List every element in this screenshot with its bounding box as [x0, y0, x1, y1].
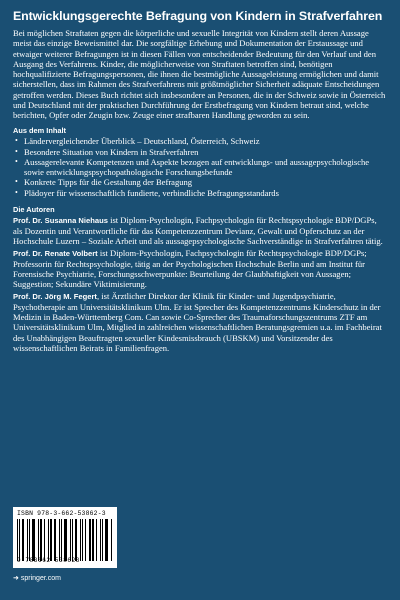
- author-bio: , ist Ärztlicher Direktor der Klinik für Kinder- und Jugendpsychiatrie, Psychotherapie am Universitätsklinikum Ulm. Er ist Sprecher des Kompetenzzentrums Kinderschutz in der Medizin in Baden-Württemberg Com. Can sowie Co-Sprecher des Traumaforschungszentrums ZTF am Universitätsklinikum Ulm, Mitglied in zahlreichen wissenschaftlichen Beratungsgremien u.a. im Fachbeirat des Unabhängigen Beauftragten sexueller Kindesmissbrauch (UBSKM) und Vorsitzender des wissenschaftlichen Beirats in Familienfragen.: [13, 290, 382, 353]
- barcode-bar: [102, 519, 103, 561]
- author-name: Prof. Dr. Jörg M. Fegert: [13, 291, 97, 301]
- barcode-bar: [27, 519, 28, 561]
- arrow-right-icon: ➜: [13, 575, 19, 582]
- publisher-link[interactable]: [13, 575, 61, 583]
- list-item: • Konkrete Tipps für die Gestaltung der Befragung: [13, 177, 387, 187]
- barcode-bar: [105, 519, 108, 561]
- list-item: • Besondere Situation von Kindern in Strafverfahren: [13, 147, 387, 157]
- contents-heading: Aus dem Inhalt: [13, 126, 66, 136]
- barcode-bar: [29, 519, 30, 561]
- intro-paragraph: Bei möglichen Straftaten gegen die körperliche und sexuelle Integrität von Kindern stellt deren Aussage meist das einzige Beweismittel dar. Die sorgfältige Erhebung und Dokumentation der Erstaussage und etwaiger weiterer Befragungen ist in diesen Fällen von entscheidender Bedeutung für den Verlauf und den Ausgang des Verfahrens. Kinder, die möglicherweise von Straftaten betroffen sind, benötigen hochqualifizierte Befragungspersonen, die ihnen die bestmögliche Aussageleistung ermöglichen und damit sicherstellen, dass im Rahmen des Strafverfahrens mit größtmöglicher Sicherheit adäquate Entscheidungen getroffen werden. Dieses Buch richtet sich insbesondere an Personen, die in der Schweiz sowie in Österreich und Deutschland mit der praktischen Durchführung der Erstbefragung von Kindern betraut sind, welche berichten, Opfer oder Zeugin bzw. Zeuge einer strafbaren Handlung geworden zu sein.: [13, 28, 386, 120]
- barcode-bar: [96, 519, 97, 561]
- barcode-bar: [111, 519, 112, 561]
- barcode-bar: [50, 519, 52, 561]
- list-item: • Aussagerelevante Kompetenzen und Aspekte bezogen auf entwicklungs- und aussagepsychologische sowie entwicklungspsychopathologische Forschungsbefunde: [13, 157, 387, 178]
- barcode-bar: [59, 519, 60, 561]
- barcode-bar: [17, 519, 18, 561]
- barcode-bar: [80, 519, 81, 561]
- barcode-bar: [61, 519, 62, 561]
- isbn-barcode: [13, 507, 117, 568]
- author-name: Prof. Dr. Susanna Niehaus: [13, 215, 108, 225]
- author-bio: ist Diplom-Psychologin, Fachpsychologin für Rechtspsychologie BDP/DGPs; Professorin für Rechtspsychologie, tätig an der Psychologischen Hochschule Berlin und am Institut für Forensische Psychiatrie, Forschungsschwerpunkte: Beurteilung der Glaubhaftigkeit von Aussagen; Suggestion; Sekundäre Viktimisierung.: [13, 247, 367, 290]
- author-entry: [13, 215, 387, 247]
- barcode-bar: [89, 519, 91, 561]
- barcode-bar: [75, 519, 77, 561]
- author-bio: ist Diplom-Psychologin, Fachpsychologin für Rechtspsychologie BDP/DGPs, als Dozentin und Verantwortliche für das Kompetenzzentrum Devianz, Gewalt und Opferschutz an der Hochschule Luzern – Soziale Arbeit und als aussagepsychologische Sachverständige in Strafverfahren tätig.: [13, 214, 383, 247]
- list-item: • Plädoyer für wissenschaftlich fundierte, verbindliche Befragungsstandards: [13, 188, 387, 198]
- author-entry: [13, 291, 387, 354]
- barcode-bar: [100, 519, 101, 561]
- barcode-bar: [85, 519, 86, 561]
- isbn-number: ISBN 978-3-662-53862-3: [17, 510, 106, 517]
- barcode-digits: 9 783662 538623: [17, 557, 113, 564]
- contents-list: [13, 136, 387, 198]
- barcode-bar: [92, 519, 94, 561]
- barcode-bar: [64, 519, 67, 561]
- barcode-bar: [32, 519, 35, 561]
- authors-heading: Die Autoren: [13, 204, 55, 214]
- author-name: Prof. Dr. Renate Volbert: [13, 248, 98, 258]
- barcode-bar: [54, 519, 56, 561]
- cover-title: Entwicklungsgerechte Befragung von Kindern in Strafverfahren: [13, 9, 383, 23]
- barcode-bar: [48, 519, 49, 561]
- barcode-bar: [22, 519, 24, 561]
- barcode-bar: [72, 519, 73, 561]
- list-item: • Ländervergleichender Überblick – Deutschland, Österreich, Schweiz: [13, 136, 387, 146]
- barcode-bar: [40, 519, 42, 561]
- barcode-bar: [44, 519, 45, 561]
- barcode-bar: [38, 519, 39, 561]
- publisher-link-label: springer.com: [20, 575, 61, 582]
- author-entry: [13, 248, 387, 290]
- barcode-bar: [19, 519, 20, 561]
- barcode-bar: [70, 519, 71, 561]
- barcode-bar: [82, 519, 83, 561]
- barcode-bars: [17, 519, 113, 561]
